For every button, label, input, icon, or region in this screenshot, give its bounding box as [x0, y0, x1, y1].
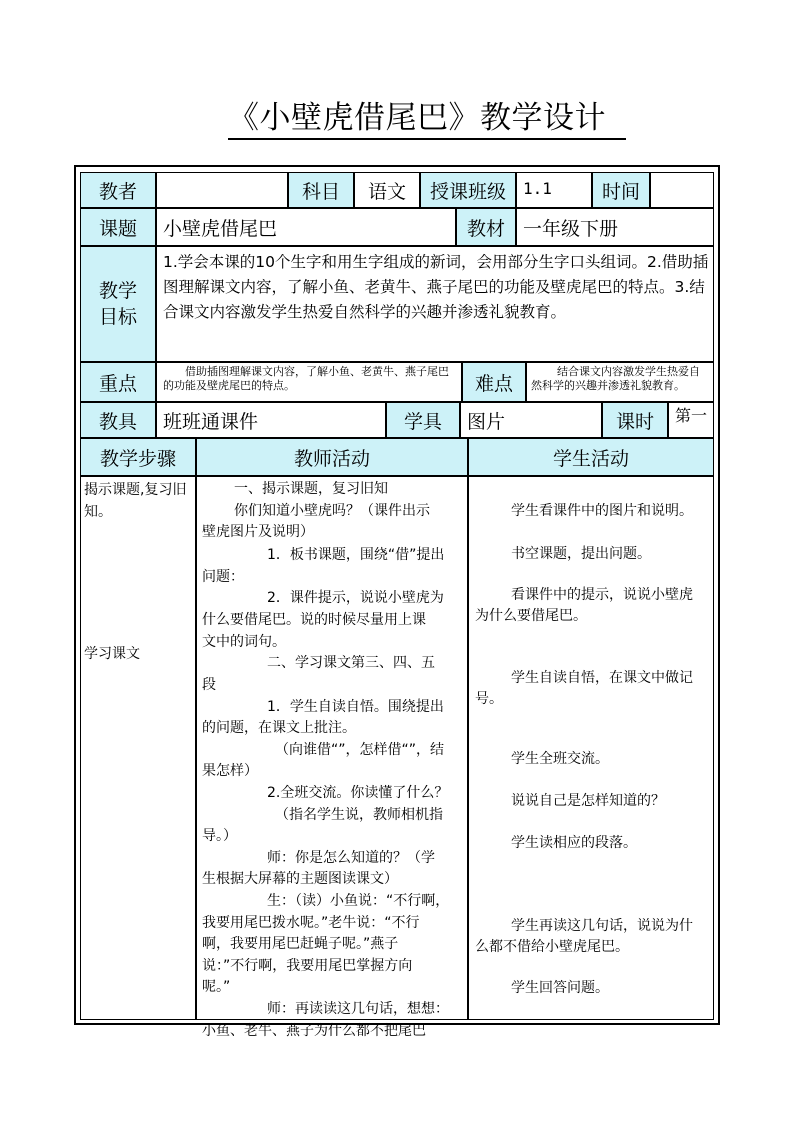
steps-column — [80, 476, 196, 1020]
difficulty-text: 结合课文内容激发学生热爱自然科学的兴趣并渗透礼貌教育。 — [526, 362, 714, 402]
teacher-line: （向谁借“”，怎样借“”，结 — [275, 742, 445, 758]
teacher-activity-header: 教师活动 — [196, 438, 468, 476]
difficulty-label: 难点 — [462, 362, 526, 402]
student-line: 学生再读这几句话，说说为什 — [511, 918, 693, 934]
teacher-line: 什么要借尾巴。说的时候尽量用上课 — [202, 612, 426, 628]
student-line: 学生读相应的段落。 — [511, 835, 637, 851]
teacher-line: 生：（读）小鱼说：“不行啊， — [267, 893, 450, 909]
teacher-line: 1．板书课题，围绕“借”提出 — [267, 547, 445, 563]
student-activity-header: 学生活动 — [468, 438, 714, 476]
document-title: 《小壁虎借尾巴》教学设计 — [228, 98, 626, 140]
teacher-line: （指名学生说，教师相机指 — [275, 807, 443, 823]
teacher-line: 生根据大屏幕的主题图读课文） — [202, 871, 398, 887]
subject-value: 语文 — [354, 172, 420, 208]
teacher-line: 1．学生自读自悟。围绕提出 — [267, 699, 444, 715]
topic-value: 小壁虎借尾巴 — [156, 208, 456, 246]
student-line: 为什么要借尾巴。 — [475, 608, 587, 624]
student-line: 学生看课件中的图片和说明。 — [511, 503, 693, 519]
student-line: 学生回答问题。 — [511, 980, 609, 996]
teacher-activity-column — [196, 476, 468, 1039]
goals-label-line1: 教学 — [98, 280, 137, 302]
teacher-label: 教者 — [80, 172, 156, 208]
teacher-line: 说：”不行啊，我要用尾巴掌握方向 — [202, 958, 413, 974]
subject-label: 科目 — [288, 172, 354, 208]
class-label: 授课班级 — [420, 172, 516, 208]
teaching-aid-label: 教具 — [80, 402, 156, 438]
student-line: 看课件中的提示，说说小壁虎 — [511, 587, 693, 603]
topic-label: 课题 — [80, 208, 156, 246]
goals-label — [80, 246, 156, 362]
key-point-text: 借助插图理解课文内容，了解小鱼、老黄牛、燕子尾巴的功能及壁虎尾巴的特点。 — [156, 362, 462, 402]
teaching-aid-value: 班班通课件 — [156, 402, 386, 438]
student-line: 么都不借给小壁虎尾巴。 — [475, 939, 629, 955]
student-tool-value: 图片 — [460, 402, 602, 438]
textbook-value: 一年级下册 — [516, 208, 714, 246]
teacher-line: 段 — [202, 677, 216, 693]
key-point-label: 重点 — [80, 362, 156, 402]
student-line: 号。 — [475, 691, 503, 707]
teacher-line: 我要用尾巴拨水呢。”老牛说：“不行 — [202, 915, 420, 931]
teacher-line: 2.全班交流。你读懂了什么？ — [267, 785, 449, 801]
teacher-line: 的问题，在课文上批注。 — [202, 720, 356, 736]
step-2: 学习课文 — [84, 646, 140, 662]
period-value: 第一 — [668, 402, 714, 438]
teacher-line: 你们知道小壁虎吗？（课件出示 — [234, 503, 430, 519]
teacher-line: 师：你是怎么知道的？（学 — [267, 850, 435, 866]
student-activity-column — [468, 476, 714, 1020]
time-value — [650, 172, 714, 208]
teacher-line: 师：再读读这几句话，想想： — [267, 1001, 449, 1017]
teacher-value — [156, 172, 288, 208]
period-label: 课时 — [602, 402, 668, 438]
student-line: 学生自读自悟，在课文中做记 — [511, 670, 693, 686]
step-1: 揭示课题,复习旧知。 — [84, 482, 187, 520]
teacher-line: 果怎样） — [202, 763, 258, 779]
teacher-line: 呢。” — [202, 979, 231, 995]
teacher-line: 问题： — [202, 569, 244, 585]
teacher-line: 啊，我要用尾巴赶蝇子呢。”燕子 — [202, 936, 399, 952]
steps-header: 教学步骤 — [80, 438, 196, 476]
student-line: 学生全班交流。 — [511, 751, 609, 767]
class-value: 1.1 — [516, 172, 592, 208]
student-line: 书空课题，提出问题。 — [511, 546, 651, 562]
textbook-label: 教材 — [456, 208, 516, 246]
goals-label-line2: 目标 — [98, 306, 137, 328]
goals-text: 1.学会本课的10个生字和用生字组成的新词，会用部分生字口头组词。2.借助插图理解课文内容，了解小鱼、老黄牛、燕子尾巴的功能及壁虎尾巴的特点。3.结合课文内容激发学生热爱自然科学的兴趣并渗透礼貌教育。 — [156, 246, 714, 362]
teacher-line: 二、学习课文第三、四、五 — [267, 655, 435, 671]
student-line: 说说自己是怎样知道的？ — [511, 793, 665, 809]
teacher-line: 一、揭示课题，复习旧知 — [234, 481, 388, 497]
student-tool-label: 学具 — [386, 402, 460, 438]
teacher-line: 导。） — [202, 828, 237, 844]
time-label: 时间 — [592, 172, 650, 208]
teacher-line: 壁虎图片及说明） — [202, 524, 314, 540]
teacher-line: 小鱼、老牛、燕子为什么都不把尾巴 — [202, 1023, 426, 1039]
teacher-line: 文中的词句。 — [202, 634, 286, 650]
teacher-line: 2．课件提示，说说小壁虎为 — [267, 590, 444, 606]
